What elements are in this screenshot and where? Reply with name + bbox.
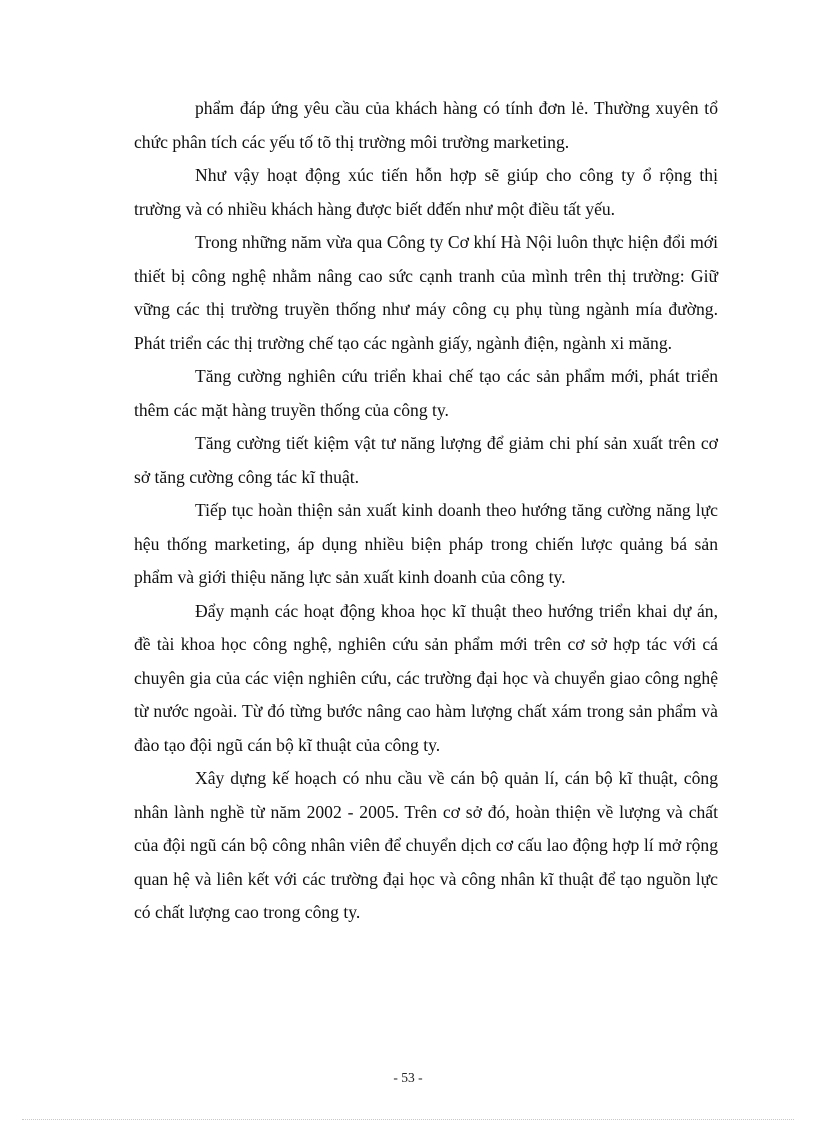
paragraph-2: Như vậy hoạt động xúc tiến hỗn hợp sẽ giúp cho công ty ổ rộng thị trường và có nhiều khách hàng được biết dđến như một điều tất yếu. <box>134 165 718 219</box>
paragraph-4: Tăng cường nghiên cứu triển khai chế tạo các sản phẩm mới, phát triển thêm các mặt hàng truyền thống của công ty. <box>134 366 718 420</box>
page-number: - 53 - <box>393 1070 423 1085</box>
paragraph-7: Đẩy mạnh các hoạt động khoa học kĩ thuật theo hướng triển khai dự án, đề tài khoa học công nghệ, nghiên cứu sản phẩm mới trên cơ sở hợp tác với cá chuyên gia của các viện nghiên cứu, các trường đại học và chuyển giao công nghệ từ nước ngoài. Từ đó từng bước nâng cao hàm lượng chất xám trong sản phẩm và đào tạo đội ngũ cán bộ kĩ thuật của công ty. <box>134 600 718 755</box>
paragraph-3: Trong những năm vừa qua Công ty Cơ khí Hà Nội luôn thực hiện đổi mới thiết bị công nghệ nhằm nâng cao sức cạnh tranh của mình trên thị trường: Giữ vững các thị trường truyền thống như máy công cụ phụ tùng ngành mía đường. Phát triển các thị trường chế tạo các ngành giấy, ngành điện, ngành xi măng. <box>134 232 718 353</box>
page-bottom-border <box>22 1119 794 1120</box>
paragraph-8: Xây dựng kế hoạch có nhu cầu về cán bộ quản lí, cán bộ kĩ thuật, công nhân lành nghề từ năm 2002 - 2005. Trên cơ sở đó, hoàn thiện về lượng và chất của đội ngũ cán bộ công nhân viên để chuyển dịch cơ cấu lao động hợp lí mở rộng quan hệ và liên kết với các trường đại học và công nhân kĩ thuật để tạo nguồn lực có chất lượng cao trong công ty. <box>134 768 718 922</box>
paragraph-5: Tăng cường tiết kiệm vật tư năng lượng để giảm chi phí sản xuất trên cơ sở tăng cường công tác kĩ thuật. <box>134 433 718 487</box>
body-text <box>134 92 718 930</box>
paragraph-6: Tiếp tục hoàn thiện sản xuất kinh doanh theo hướng tăng cường năng lực hệu thống marketing, áp dụng nhiều biện pháp trong chiến lược quảng bá sản phẩm và giới thiệu năng lực sản xuất kinh doanh của công ty. <box>134 500 718 587</box>
paragraph-1: phẩm đáp ứng yêu cầu của khách hàng có tính đơn lẻ. Thường xuyên tổ chức phân tích các yếu tố tõ thị trường môi trường marketing. <box>134 98 718 152</box>
